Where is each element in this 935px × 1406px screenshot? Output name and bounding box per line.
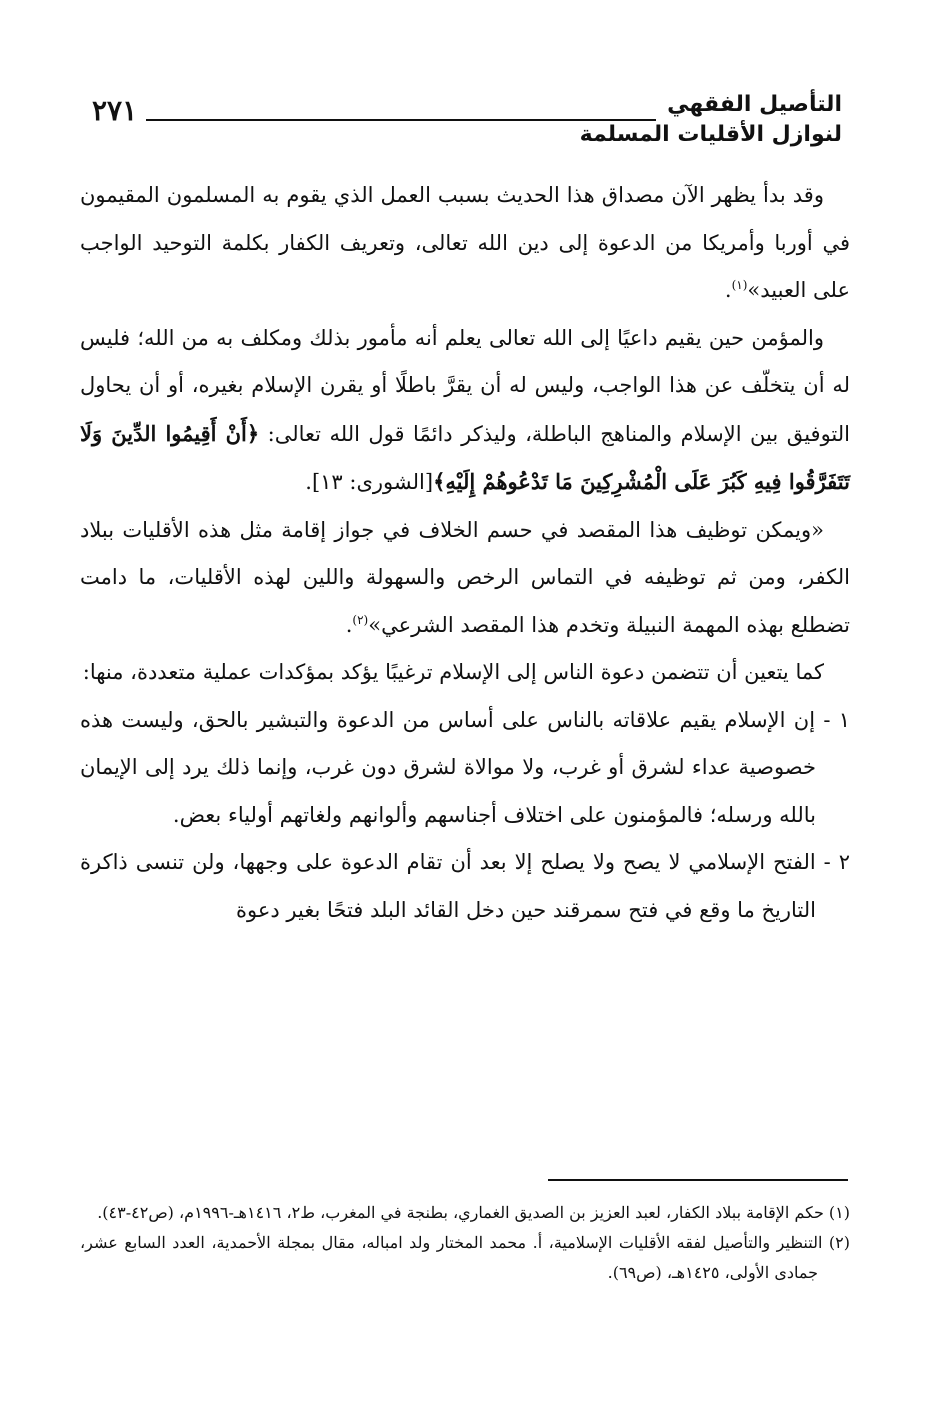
paragraph-4: كما يتعين أن تتضمن دعوة الناس إلى الإسلام ترغيبًا يؤكد بمؤكدات عملية متعددة، منها: bbox=[82, 660, 824, 684]
paragraph-2-text: والمؤمن حين يقيم داعيًا إلى الله تعالى يعلم أنه مأمور بذلك ومكلف به من الله؛ فليس له أن يتخلّف عن هذا الواجب، وليس له أن يقرَّ باطلًا أو يقرن الإسلام بغيره، أو أن يحاول التوفيق بين الإسلام والمناهج الباطلة، وليذكر دائمًا قول الله تعالى: bbox=[80, 325, 850, 446]
quran-verse: ﴿أَنْ أَقِيمُوا الدِّينَ وَلَا تَتَفَرَّقُوا فِيهِ كَبُرَ عَلَى الْمُشْرِكِينَ مَا تَدْعُوهُمْ إِلَيْهِ﴾ bbox=[80, 420, 850, 494]
paragraph-3-text: «ويمكن توظيف هذا المقصد في حسم الخلاف في جواز إقامة مثل هذه الأقليات ببلاد الكفر، ومن ثم توظيفه في التماس الرخص والسهولة واللين لهذه الأقليات، ما دامت تضطلع بهذه المهمة النبيلة وتخدم هذا المقصد الشرعي» bbox=[80, 517, 850, 637]
paragraph-1-end: . bbox=[724, 278, 732, 302]
paragraph-1-text: وقد بدأ يظهر الآن مصداق هذا الحديث بسبب العمل الذي يقوم به المسلمون المقيمون في أوربا وأمريكا من الدعوة إلى دين الله تعالى، وتعريف الكفار بكلمة التوحيد الواجب على العبيد» bbox=[80, 183, 850, 302]
footnotes bbox=[80, 1198, 850, 1288]
list-item-2: ٢ - الفتح الإسلامي لا يصح ولا يصلح إلا بعد أن تقام الدعوة على وجهها، ولن تنسى ذاكرة التاريخ ما وقع في فتح سمرقند حين دخل القائد البلد فتحًا بغير دعوة bbox=[80, 850, 850, 922]
paragraph-2 bbox=[80, 315, 850, 507]
quran-citation: [الشورى: ١٣]. bbox=[305, 470, 434, 494]
book-title-line-1: التأصيل الفقهي bbox=[667, 92, 842, 117]
paragraph-3 bbox=[80, 507, 850, 650]
main-text bbox=[80, 172, 850, 1142]
book-title bbox=[580, 90, 842, 150]
paragraph-1 bbox=[80, 172, 850, 315]
footnote-ref-2: (٢) bbox=[352, 612, 369, 627]
footnote-ref-1: (١) bbox=[731, 278, 748, 292]
running-header bbox=[80, 86, 850, 166]
paragraph-3-end: . bbox=[345, 612, 353, 637]
book-title-line-2: لنوازل الأقليات المسلمة bbox=[579, 122, 842, 147]
footnote-1: (١) حكم الإقامة ببلاد الكفار، لعبد العزيز بن الصديق الغماري، بطنجة في المغرب، ط٢، ١٤١٦هـ-١٩٩٦م، (ص٤٢-٤٣). bbox=[97, 1203, 850, 1222]
footnote-rule bbox=[548, 1179, 848, 1181]
page-number: ٢٧١ bbox=[92, 94, 138, 127]
footnote-2: (٢) التنظير والتأصيل لفقه الأقليات الإسلامية، أ. محمد المختار ولد امباله، مقال بمجلة الأحمدية، العدد السابع عشر، جمادى الأولى، ١٤٢٥هـ، (ص٦٩). bbox=[80, 1233, 850, 1282]
list-item-1: ١ - إن الإسلام يقيم علاقاته بالناس على أساس من الدعوة والتبشير بالحق، وليست هذه خصوصية عداء لشرق أو غرب، ولا موالاة لشرق دون غرب، وإنما ذلك يرد إلى الإيمان بالله ورسله؛ فالمؤمنون على اختلاف أجناسهم وألوانهم ولغاتهم أولياء بعض. bbox=[80, 707, 851, 827]
